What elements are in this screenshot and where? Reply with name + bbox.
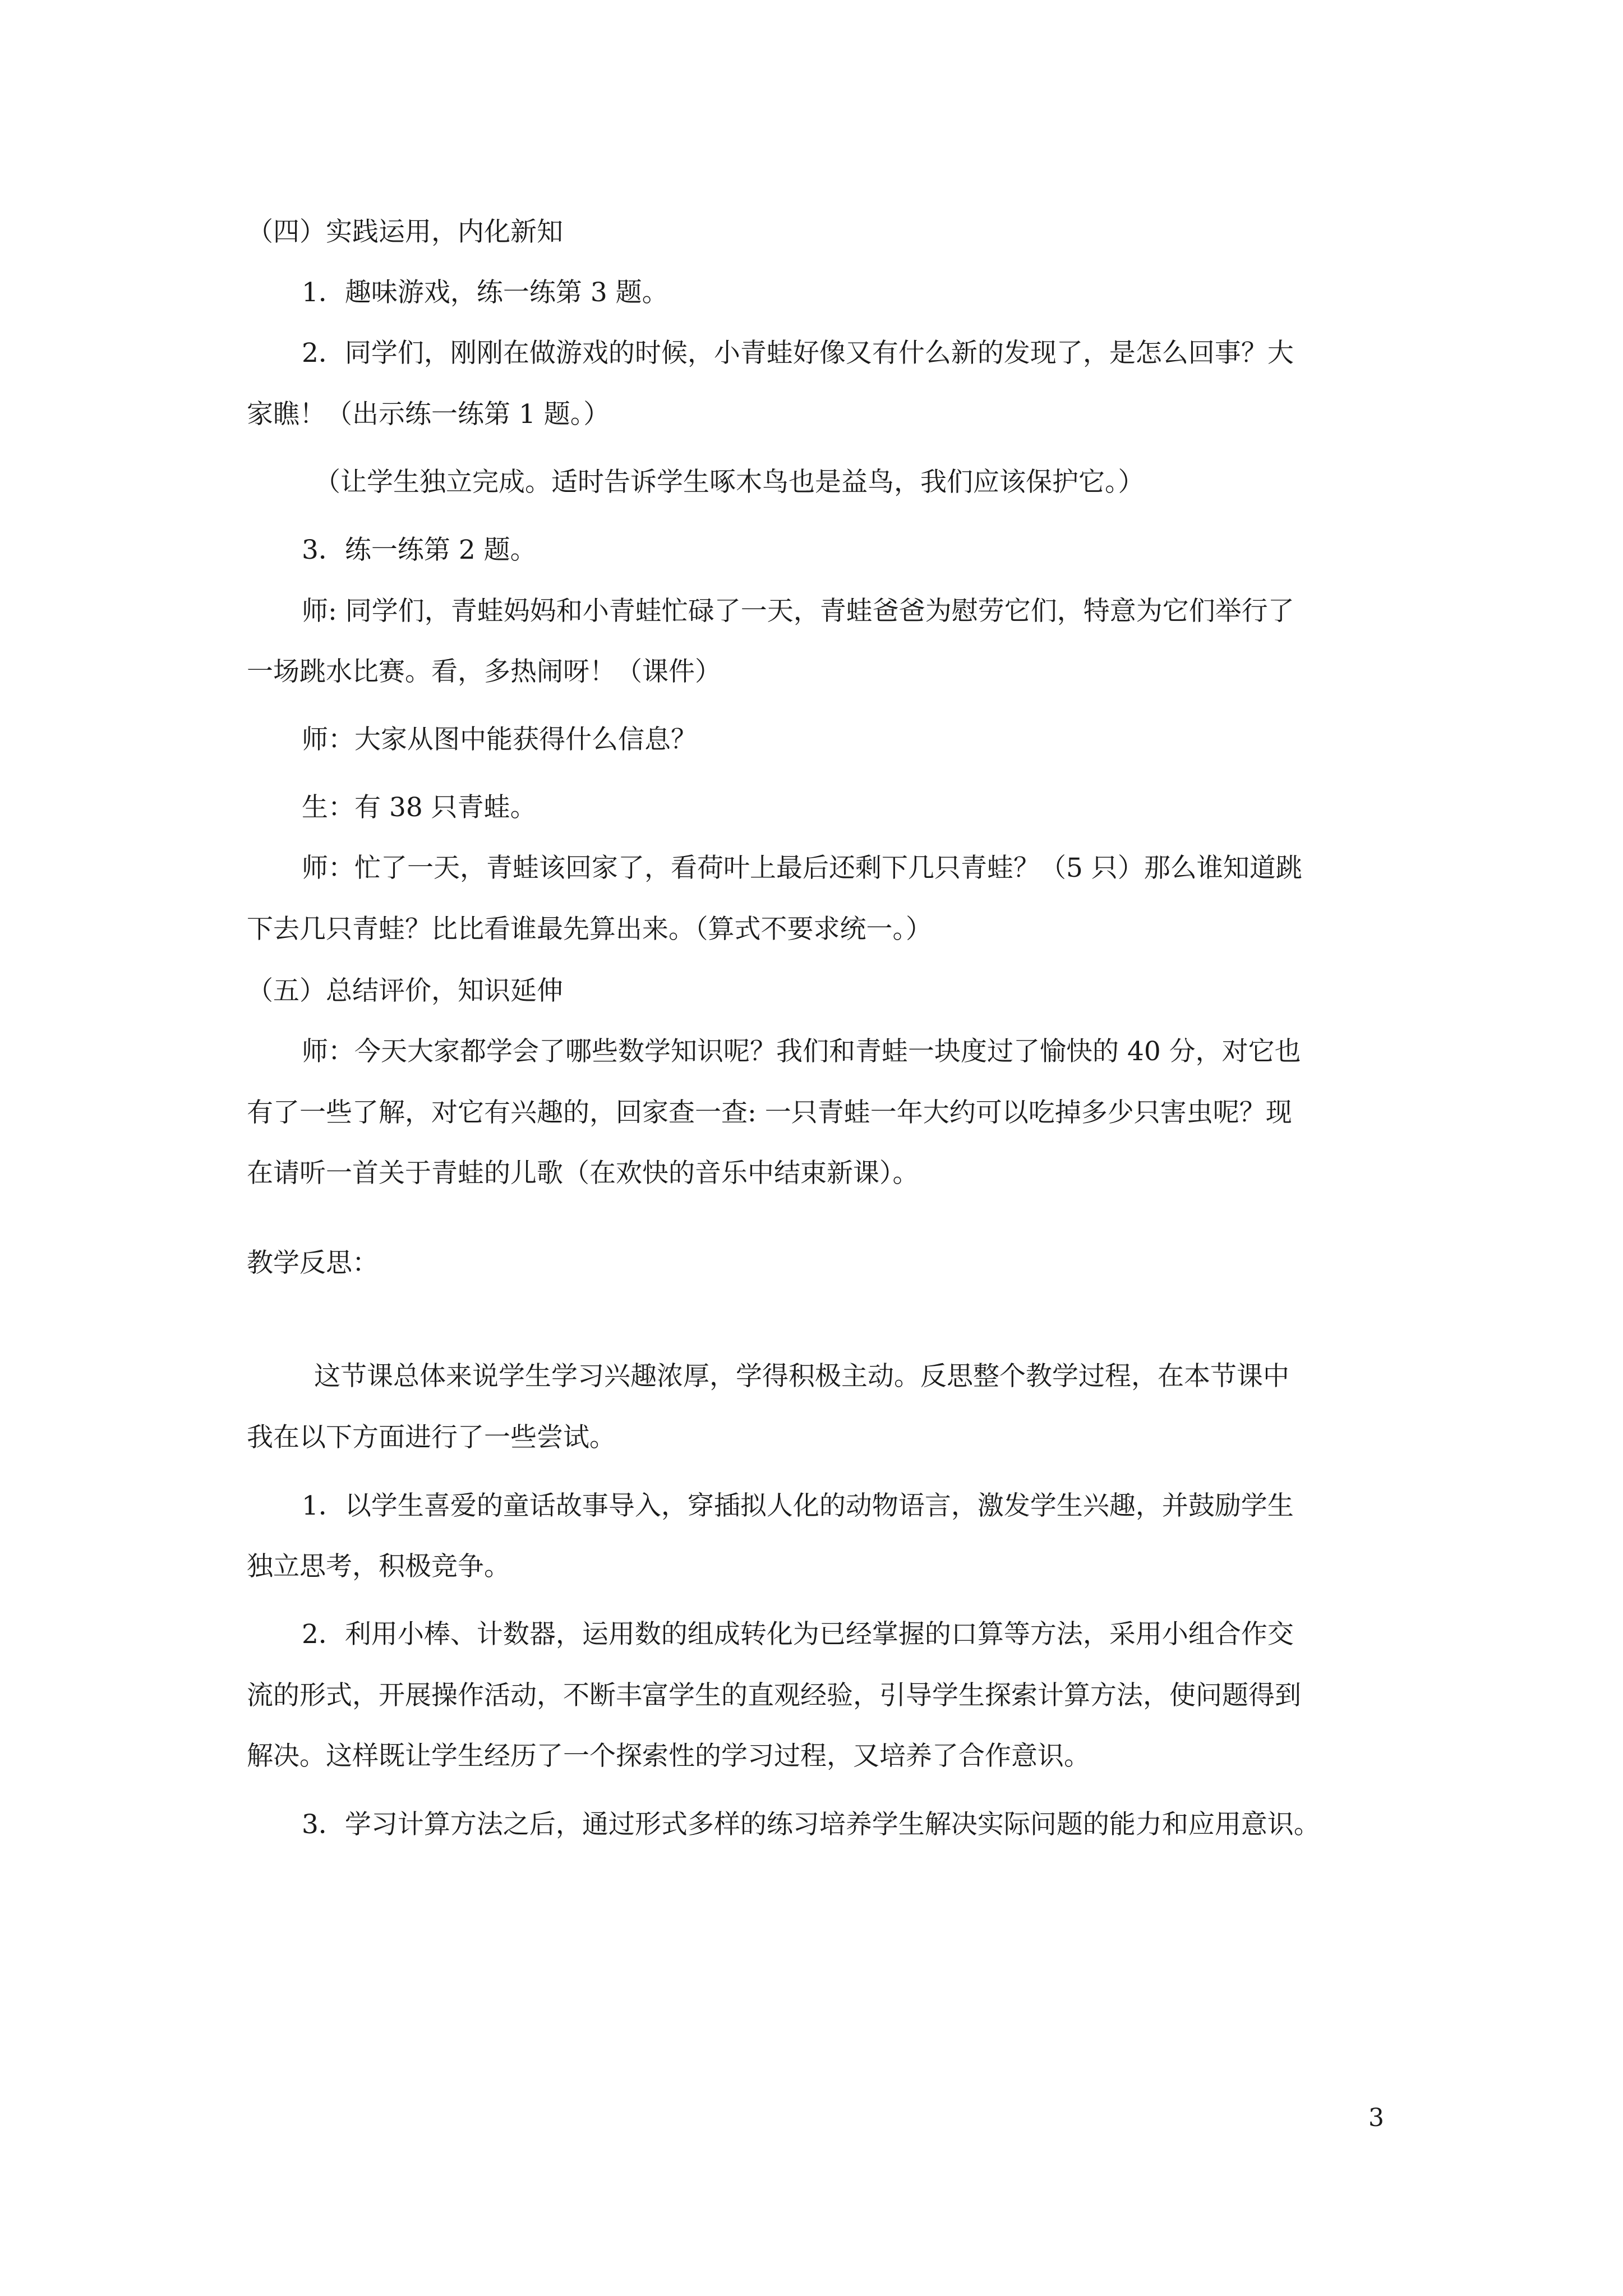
item-2-note: （让学生独立完成。适时告诉学生啄木鸟也是益鸟，我们应该保护它。） (314, 467, 1145, 498)
teacher-line-1b: 一场跳水比赛。看，多热闹呀！（课件） (247, 656, 721, 687)
reflection-point-2-line-1: 2．利用小棒、计数器，运用数的组成转化为已经掌握的口算等方法，采用小组合作交 (302, 1619, 1294, 1650)
reflection-intro-line-2: 我在以下方面进行了一些尝试。 (247, 1422, 616, 1453)
item-1-text: 1．趣味游戏，练一练第 3 题。 (302, 277, 668, 308)
student-line-1: 生：有 38 只青蛙。 (302, 792, 537, 823)
section-5-line-1: 师：今天大家都学会了哪些数学知识呢？我们和青蛙一块度过了愉快的 40 分，对它也 (302, 1036, 1301, 1067)
section-5-line-2: 有了一些了解，对它有兴趣的，回家查一查: 一只青蛙一年大约可以吃掉多少只害虫呢？现 (247, 1097, 1292, 1128)
section-5-heading: （五）总结评价，知识延伸 (247, 976, 563, 1006)
reflection-point-2-line-3: 解决。这样既让学生经历了一个探索性的学习过程，又培养了合作意识。 (247, 1741, 1090, 1772)
item-2-line-2: 家瞧！（出示练一练第 1 题。） (247, 399, 610, 430)
teacher-line-2: 师：大家从图中能获得什么信息？ (302, 724, 697, 755)
reflection-point-1-line-1: 1．以学生喜爱的童话故事导入，穿插拟人化的动物语言，激发学生兴趣，并鼓励学生 (302, 1490, 1294, 1521)
reflection-heading: 教学反思： (247, 1248, 379, 1278)
teacher-line-1a: 师: 同学们，青蛙妈妈和小青蛙忙碌了一天，青蛙爸爸为慰劳它们，特意为它们举行了 (302, 596, 1294, 627)
teacher-line-3a: 师：忙了一天，青蛙该回家了，看荷叶上最后还剩下几只青蛙？（5 只）那么谁知道跳 (302, 853, 1302, 884)
page-number: 3 (1368, 2104, 1384, 2132)
item-3-text: 3．练一练第 2 题。 (302, 535, 537, 565)
item-2-line-1: 2．同学们，刚刚在做游戏的时候，小青蛙好像又有什么新的发现了，是怎么回事？大 (302, 338, 1294, 369)
reflection-point-3: 3．学习计算方法之后，通过形式多样的练习培养学生解决实际问题的能力和应用意识。 (302, 1809, 1320, 1840)
reflection-point-1-line-2: 独立思考，积极竞争。 (247, 1551, 510, 1582)
reflection-point-2-line-2: 流的形式，开展操作活动，不断丰富学生的直观经验，引导学生探索计算方法，使问题得到 (247, 1680, 1301, 1711)
teacher-line-3b: 下去几只青蛙？比比看谁最先算出来。（算式不要求统一。） (247, 914, 932, 945)
section-4-heading: （四）实践运用，内化新知 (247, 217, 563, 247)
reflection-intro-line-1: 这节课总体来说学生学习兴趣浓厚，学得积极主动。反思整个教学过程，在本节课中 (314, 1361, 1289, 1392)
section-5-line-3: 在请听一首关于青蛙的儿歌（在欢快的音乐中结束新课）。 (247, 1158, 919, 1189)
